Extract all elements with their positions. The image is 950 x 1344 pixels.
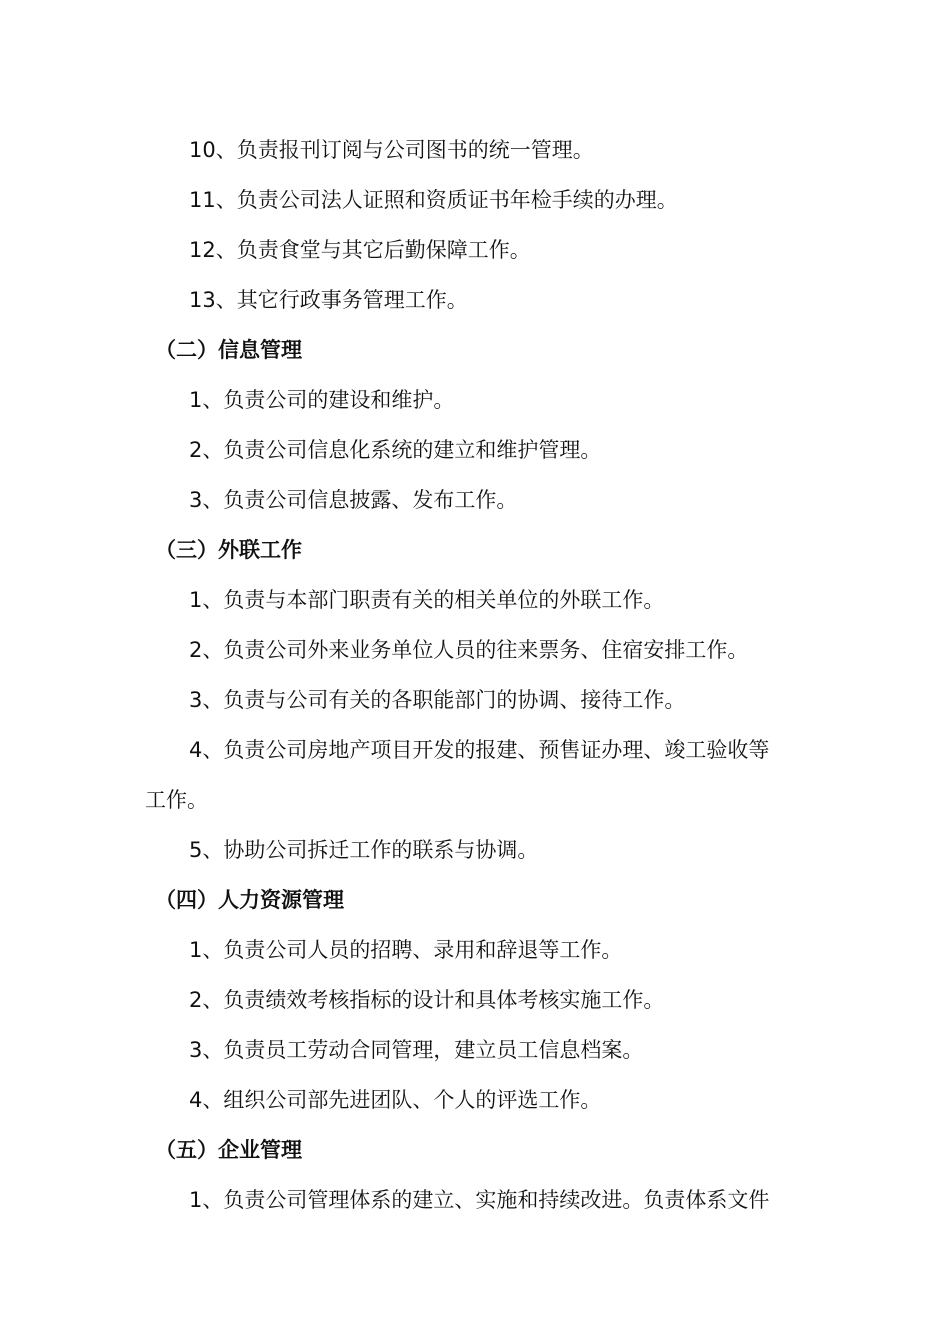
paragraph-item-10: 10、负责报刊订阅与公司图书的统一管理。 <box>189 138 594 162</box>
paragraph-item: 1、负责公司管理体系的建立、实施和持续改进。负责体系文件 <box>189 1188 770 1212</box>
paragraph-item: 2、负责公司信息化系统的建立和维护管理。 <box>189 438 602 462</box>
paragraph-item-11: 11、负责公司法人证照和资质证书年检手续的办理。 <box>189 188 678 212</box>
paragraph-item: 1、负责公司人员的招聘、录用和辞退等工作。 <box>189 938 623 962</box>
section-heading-human-resources: （四）人力资源管理 <box>155 888 344 912</box>
paragraph-item: 4、负责公司房地产项目开发的报建、预售证办理、竣工验收等 <box>189 738 770 762</box>
section-heading-info-management: （二）信息管理 <box>155 338 302 362</box>
section-heading-enterprise-management: （五）企业管理 <box>155 1138 302 1162</box>
paragraph-item: 5、协助公司拆迁工作的联系与协调。 <box>189 838 539 862</box>
paragraph-item: 2、负责公司外来业务单位人员的往来票务、住宿安排工作。 <box>189 638 749 662</box>
paragraph-item: 1、负责与本部门职责有关的相关单位的外联工作。 <box>189 588 665 612</box>
section-heading-external-relations: （三）外联工作 <box>155 538 302 562</box>
paragraph-item-12: 12、负责食堂与其它后勤保障工作。 <box>189 238 531 262</box>
paragraph-item: 3、负责员工劳动合同管理，建立员工信息档案。 <box>189 1038 644 1062</box>
paragraph-continuation: 工作。 <box>145 788 208 812</box>
paragraph-item: 2、负责绩效考核指标的设计和具体考核实施工作。 <box>189 988 665 1012</box>
paragraph-item-13: 13、其它行政事务管理工作。 <box>189 288 468 312</box>
paragraph-item: 4、组织公司部先进团队、个人的评选工作。 <box>189 1088 602 1112</box>
document-body <box>145 125 810 1225</box>
paragraph-item: 3、负责与公司有关的各职能部门的协调、接待工作。 <box>189 688 686 712</box>
paragraph-item: 3、负责公司信息披露、发布工作。 <box>189 488 518 512</box>
paragraph-item: 1、负责公司的建设和维护。 <box>189 388 455 412</box>
